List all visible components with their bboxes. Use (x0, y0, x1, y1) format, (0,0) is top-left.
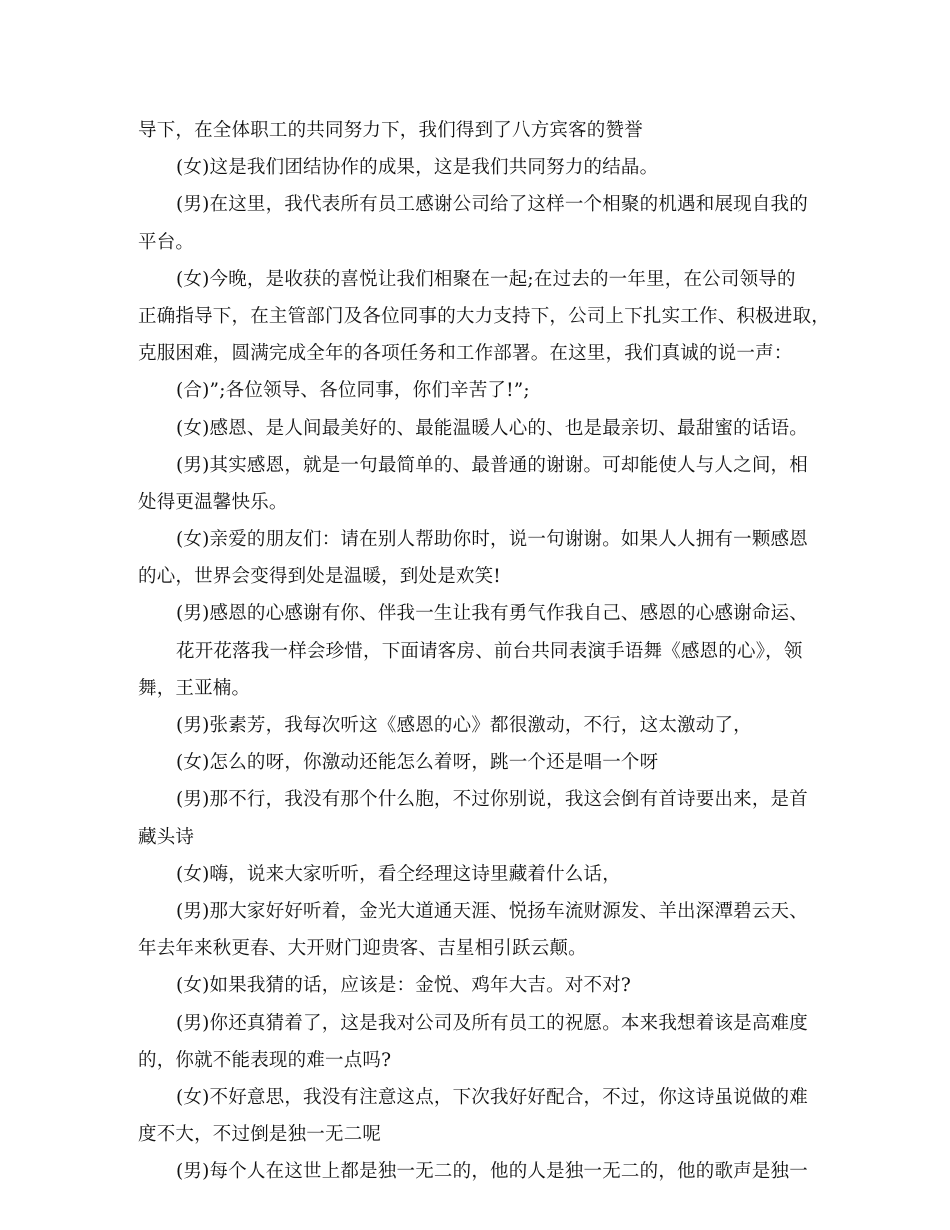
text-line-18: (女)怎么的呀，你激动还能怎么着呀，跳一个还是唱一个呀 (176, 752, 659, 774)
text-line-6: 正确指导下，在主管部门及各位同事的大力支持下，公司上下扎实工作、积极进取， (138, 305, 830, 327)
text-line-29: (男)每个人在这世上都是独一无二的，他的人是独一无二的，他的歌声是独一 (176, 1161, 808, 1183)
text-line-8: (合)”;各位领导、各位同事，你们辛苦了!”; (176, 380, 530, 402)
text-line-17: (男)张素芳，我每次听这《感恩的心》都很激动，不行，这太激动了， (176, 715, 752, 736)
text-line-19: (男)那不行，我没有那个什么胞，不过你别说，我这会倒有首诗要出来，是首 (176, 789, 808, 811)
text-line-11: 处得更温馨快乐。 (138, 491, 288, 513)
text-line-12: (女)亲爱的朋友们：请在别人帮助你时，说一句谢谢。如果人人拥有一颗感恩 (176, 529, 808, 551)
text-line-26: 的，你就不能表现的难一点吗? (138, 1049, 392, 1071)
text-line-28: 度不大，不过倒是独一无二呢 (138, 1124, 382, 1146)
text-line-16: 舞，王亚楠。 (138, 677, 251, 699)
text-line-25: (男)你还真猜着了，这是我对公司及所有员工的祝愿。本来我想着该是高难度 (176, 1012, 808, 1034)
text-line-23: 年去年来秋更春、大开财门迎贵客、吉星相引跃云颠。 (138, 938, 587, 960)
text-line-20: 藏头诗 (138, 826, 195, 848)
text-line-2: (女)这是我们团结协作的成果，这是我们共同努力的结晶。 (176, 157, 659, 179)
document-body (138, 112, 830, 1190)
text-line-4: 平台。 (138, 231, 195, 253)
text-line-21: (女)嗨，说来大家听听，看仝经理这诗里藏着什么话， (176, 863, 621, 885)
text-line-22: (男)那大家好好听着，金光大道通天涯、悦扬车流财源发、羊出深潭碧云天、 (176, 900, 808, 922)
text-line-3: (男)在这里，我代表所有员工感谢公司给了这样一个相聚的机遇和展现自我的 (176, 194, 808, 216)
text-line-9: (女)感恩、是人间最美好的、最能温暖人心的、也是最亲切、最甜蜜的话语。 (176, 417, 808, 439)
text-line-15: 花开花落我一样会珍惜，下面请客房、前台共同表演手语舞《感恩的心》，领 (176, 640, 803, 662)
text-line-13: 的心，世界会变得到处是温暖，到处是欢笑! (138, 566, 501, 588)
text-line-1: 导下，在全体职工的共同努力下，我们得到了八方宾客的赞誉 (138, 120, 643, 141)
text-line-24: (女)如果我猜的话，应该是：金悦、鸡年大吉。对不对? (176, 975, 632, 997)
text-line-14: (男)感恩的心感谢有你、伴我一生让我有勇气作我自己、感恩的心感谢命运、 (176, 603, 808, 625)
text-line-27: (女)不好意思，我没有注意这点，下次我好好配合，不过，你这诗虽说做的难 (176, 1086, 808, 1108)
text-line-5: (女)今晚，是收获的喜悦让我们相聚在一起;在过去的一年里，在公司领导的 (176, 268, 796, 290)
text-line-7: 克服困难，圆满完成全年的各项任务和工作部署。在这里，我们真诚的说一声： (138, 343, 793, 365)
text-line-10: (男)其实感恩，就是一句最简单的、最普通的谢谢。可却能使人与人之间，相 (176, 454, 808, 476)
